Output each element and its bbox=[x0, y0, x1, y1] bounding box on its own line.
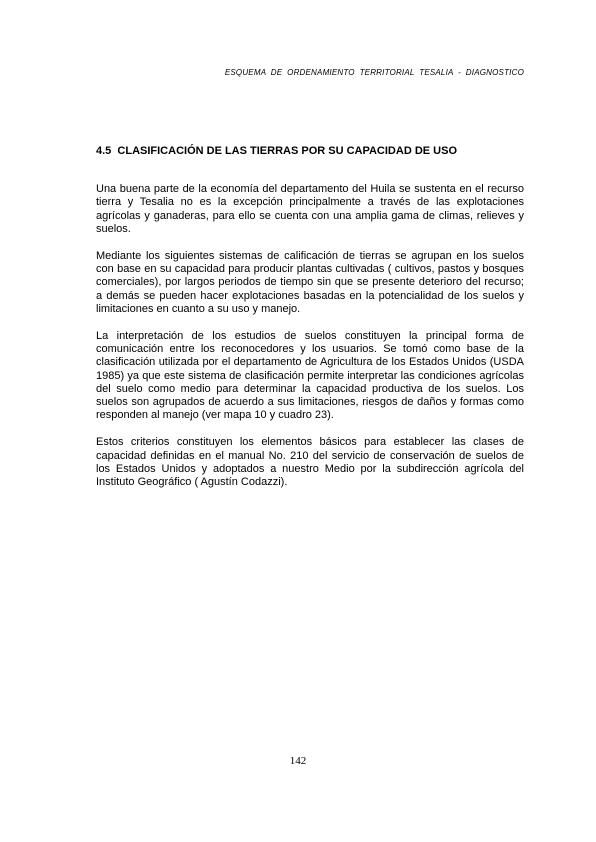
section-title: 4.5 CLASIFICACIÓN DE LAS TIERRAS POR SU CAPACIDAD DE USO bbox=[96, 145, 457, 157]
paragraph: Estos criterios constituyen los elementos básicos para establecer las clases de capacidad definidas en el manual No. 210 del servicio de conservación de suelos de los Estados Unidos y adoptados a nuestro Medio por la subdirección agrícola del Instituto Geográfico ( Agustín Codazzi). bbox=[96, 436, 524, 489]
page-number: 142 bbox=[289, 755, 307, 767]
paragraph: La interpretación de los estudios de suelos constituyen la principal forma de comunicación entre los reconocedores y los usuarios. Se tomó como base de la clasificación utilizada por el departamento de Agricultura de los Estados Unidos (USDA 1985) ya que este sistema de clasificación permite interpretar las condiciones agrícolas del suelo como medio para determinar la capacidad productiva de los suelos. Los suelos son agrupados de acuerdo a sus limitaciones, riesgos de daños y formas como responden al manejo (ver mapa 10 y cuadro 23). bbox=[96, 329, 524, 422]
running-header: ESQUEMA DE ORDENAMIENTO TERRITORIAL TESALIA - DIAGNOSTICO bbox=[224, 68, 524, 77]
paragraph: Mediante los siguientes sistemas de calificación de tierras se agrupan en los suelos con base en su capacidad para producir plantas cultivadas ( cultivos, pastos y bosques comerciales), por largos periodos de tiempo sin que se presente deterioro del recurso; a demás se pueden hacer explotaciones basadas en la potencialidad de los suelos y limitaciones en cuanto a su uso y manejo. bbox=[96, 249, 524, 315]
paragraph: Una buena parte de la economía del departamento del Huila se sustenta en el recurso tierra y Tesalia no es la excepción principalmente a través de las explotaciones agrícolas y ganaderas, para ello se cuenta con una amplia gama de climas, relieves y suelos. bbox=[96, 183, 524, 235]
body-text bbox=[96, 183, 524, 503]
